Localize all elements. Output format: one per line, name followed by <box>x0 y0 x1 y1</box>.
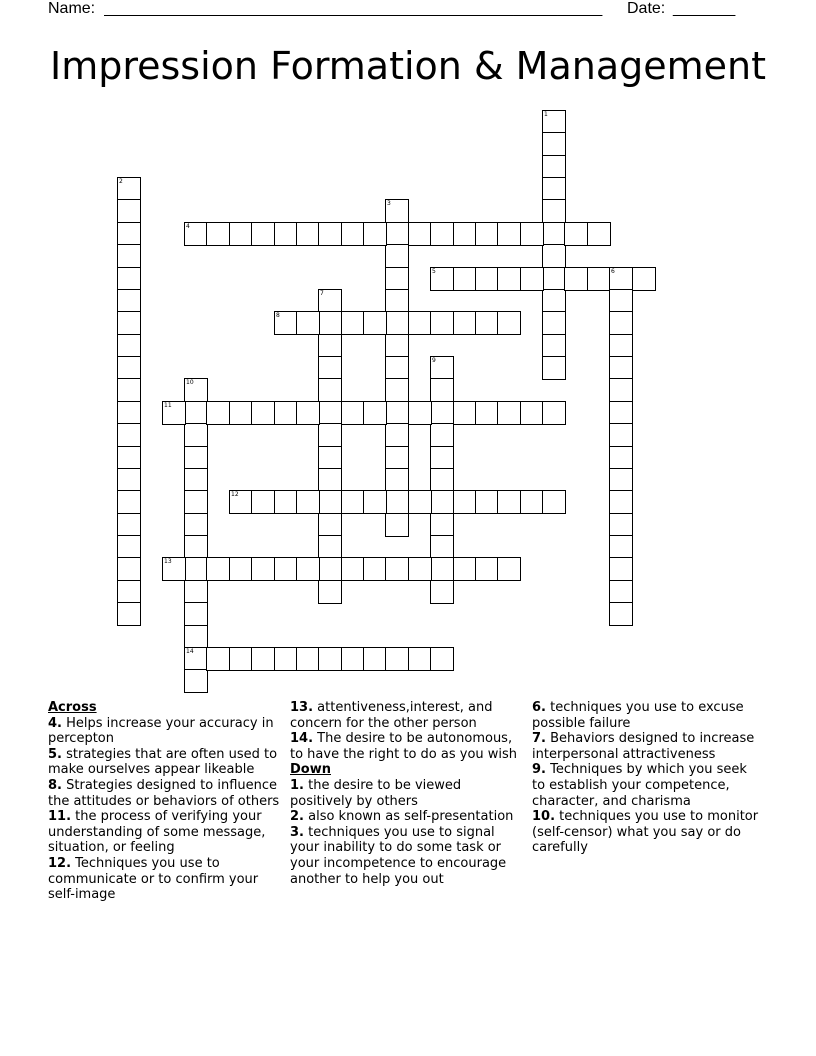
clue-across-8 <box>48 778 280 809</box>
grid-cell[interactable] <box>430 446 454 470</box>
clue-number: 7. <box>532 731 546 747</box>
grid-cell[interactable] <box>542 334 566 358</box>
grid-cell[interactable] <box>184 513 208 537</box>
clue-number-label: 1 <box>544 111 548 118</box>
grid-cell[interactable] <box>520 222 544 246</box>
grid-cell[interactable] <box>184 602 208 626</box>
grid-cell[interactable] <box>542 110 566 134</box>
grid-cell[interactable] <box>117 602 141 626</box>
grid-cell[interactable] <box>117 468 141 492</box>
grid-cell[interactable] <box>318 490 342 514</box>
clue-number: 13. <box>290 700 314 715</box>
clue-number: 8. <box>48 777 62 793</box>
grid-cell[interactable] <box>430 647 454 671</box>
grid-cell[interactable] <box>430 535 454 559</box>
grid-cell[interactable] <box>363 647 387 671</box>
grid-cell[interactable] <box>542 267 566 291</box>
clue-number-label: 4 <box>186 223 190 230</box>
clue-across-14 <box>290 731 522 762</box>
grid-cell[interactable] <box>117 446 141 470</box>
grid-cell[interactable] <box>609 580 633 604</box>
grid-cell[interactable] <box>229 557 253 581</box>
grid-cell[interactable] <box>296 557 320 581</box>
grid-cell[interactable] <box>385 334 409 358</box>
grid-cell[interactable] <box>274 647 298 671</box>
grid-cell[interactable] <box>385 222 409 246</box>
grid-cell[interactable] <box>229 647 253 671</box>
clue-down-1 <box>290 778 522 809</box>
grid-cell[interactable] <box>385 490 409 514</box>
grid-cell[interactable] <box>385 267 409 291</box>
grid-cell[interactable] <box>341 557 365 581</box>
grid-cell[interactable] <box>318 468 342 492</box>
grid-cell[interactable] <box>609 557 633 581</box>
grid-cell[interactable] <box>117 378 141 402</box>
grid-cell[interactable] <box>430 378 454 402</box>
grid-cell[interactable] <box>184 647 208 671</box>
grid-cell[interactable] <box>318 557 342 581</box>
grid-cell[interactable] <box>318 222 342 246</box>
clue-text: Techniques by which you seek to establish your competence, character, and charisma <box>532 762 747 809</box>
grid-cell[interactable] <box>587 267 611 291</box>
clue-number: 4. <box>48 715 62 731</box>
grid-cell[interactable] <box>385 513 409 537</box>
grid-cell[interactable] <box>117 222 141 246</box>
clue-number: 9. <box>532 762 546 778</box>
grid-cell[interactable] <box>609 401 633 425</box>
grid-cell[interactable] <box>542 132 566 156</box>
grid-cell[interactable] <box>318 289 342 313</box>
clue-down-6 <box>532 700 764 731</box>
clue-number-label: 6 <box>611 268 615 275</box>
clue-number: 3. <box>290 824 304 840</box>
grid-cell[interactable] <box>318 401 342 425</box>
clue-text: techniques you use to signal your inability to do some task or your incompetence to encourage another to help you out <box>290 824 507 887</box>
clue-number-label: 8 <box>276 312 280 319</box>
clue-down-7 <box>532 731 764 762</box>
grid-cell[interactable] <box>542 177 566 201</box>
grid-cell[interactable] <box>363 222 387 246</box>
grid-cell[interactable] <box>318 513 342 537</box>
grid-cell[interactable] <box>117 311 141 335</box>
grid-cell[interactable] <box>430 401 454 425</box>
grid-cell[interactable] <box>542 490 566 514</box>
name-label: Name: <box>48 0 96 17</box>
grid-cell[interactable] <box>497 222 521 246</box>
grid-cell[interactable] <box>318 580 342 604</box>
grid-cell[interactable] <box>184 378 208 402</box>
grid-cell[interactable] <box>609 289 633 313</box>
grid-cell[interactable] <box>430 513 454 537</box>
clue-text: the desire to be viewed positively by others <box>290 777 462 809</box>
grid-cell[interactable] <box>587 222 611 246</box>
grid-cell[interactable] <box>385 423 409 447</box>
grid-cell[interactable] <box>453 557 477 581</box>
grid-cell[interactable] <box>520 267 544 291</box>
grid-cell[interactable] <box>318 446 342 470</box>
grid-cell[interactable] <box>363 557 387 581</box>
grid-cell[interactable] <box>609 602 633 626</box>
grid-cell[interactable] <box>385 468 409 492</box>
grid-cell[interactable] <box>341 222 365 246</box>
grid-cell[interactable] <box>609 334 633 358</box>
grid-cell[interactable] <box>497 267 521 291</box>
grid-cell[interactable] <box>430 356 454 380</box>
clue-number-label: 10 <box>186 379 194 386</box>
across-heading: Across <box>48 700 97 715</box>
grid-cell[interactable] <box>520 401 544 425</box>
clues-column-left <box>48 700 280 903</box>
clue-down-2 <box>290 809 522 825</box>
clue-down-10 <box>532 809 764 856</box>
clue-number: 5. <box>48 746 62 762</box>
clue-text: Strategies designed to influence the attitudes or behaviors of others <box>48 777 280 809</box>
clue-number-label: 11 <box>164 402 172 409</box>
grid-cell[interactable] <box>274 222 298 246</box>
grid-cell[interactable] <box>520 490 544 514</box>
grid-cell[interactable] <box>497 311 521 335</box>
clues-column-middle <box>290 700 522 887</box>
grid-cell[interactable] <box>497 490 521 514</box>
clue-number-label: 2 <box>119 178 123 185</box>
grid-cell[interactable] <box>564 267 588 291</box>
clue-down-3 <box>290 825 522 887</box>
grid-cell[interactable] <box>475 311 499 335</box>
grid-cell[interactable] <box>341 311 365 335</box>
grid-cell[interactable] <box>408 311 432 335</box>
grid-cell[interactable] <box>341 490 365 514</box>
grid-cell[interactable] <box>117 267 141 291</box>
grid-cell[interactable] <box>117 289 141 313</box>
grid-cell[interactable] <box>251 647 275 671</box>
grid-cell[interactable] <box>251 401 275 425</box>
clue-number: 11. <box>48 809 72 825</box>
grid-cell[interactable] <box>341 401 365 425</box>
clue-number-label: 3 <box>387 200 391 207</box>
down-heading: Down <box>290 762 331 778</box>
grid-cell[interactable] <box>430 580 454 604</box>
grid-cell[interactable] <box>318 535 342 559</box>
clue-number-label: 14 <box>186 648 194 655</box>
grid-cell[interactable] <box>408 401 432 425</box>
grid-cell[interactable] <box>542 311 566 335</box>
grid-cell[interactable] <box>542 244 566 268</box>
grid-cell[interactable] <box>385 647 409 671</box>
grid-cell[interactable] <box>430 490 454 514</box>
grid-cell[interactable] <box>117 423 141 447</box>
grid-cell[interactable] <box>206 647 230 671</box>
grid-cell[interactable] <box>475 267 499 291</box>
grid-cell[interactable] <box>408 490 432 514</box>
grid-cell[interactable] <box>318 334 342 358</box>
grid-cell[interactable] <box>296 647 320 671</box>
grid-cell[interactable] <box>564 222 588 246</box>
grid-cell[interactable] <box>296 490 320 514</box>
grid-cell[interactable] <box>385 289 409 313</box>
clue-across-4 <box>48 716 280 747</box>
grid-cell[interactable] <box>206 401 230 425</box>
grid-cell[interactable] <box>229 222 253 246</box>
page-title: Impression Formation & Management <box>50 44 766 88</box>
grid-cell[interactable] <box>274 490 298 514</box>
grid-cell[interactable] <box>318 356 342 380</box>
clue-number-label: 5 <box>432 268 436 275</box>
grid-cell[interactable] <box>609 356 633 380</box>
clue-text: also known as self-presentation <box>308 809 514 825</box>
grid-cell[interactable] <box>206 557 230 581</box>
clue-number: 10. <box>532 809 556 825</box>
grid-cell[interactable] <box>341 647 365 671</box>
clue-across-5 <box>48 747 280 778</box>
grid-cell[interactable] <box>251 557 275 581</box>
grid-cell[interactable] <box>363 401 387 425</box>
grid-cell[interactable] <box>162 557 186 581</box>
grid-cell[interactable] <box>184 401 208 425</box>
grid-cell[interactable] <box>318 311 342 335</box>
grid-cell[interactable] <box>609 378 633 402</box>
grid-cell[interactable] <box>430 267 454 291</box>
grid-cell[interactable] <box>430 222 454 246</box>
grid-cell[interactable] <box>609 423 633 447</box>
grid-cell[interactable] <box>117 177 141 201</box>
grid-cell[interactable] <box>609 513 633 537</box>
clue-number: 6. <box>532 700 546 715</box>
grid-cell[interactable] <box>184 468 208 492</box>
grid-cell[interactable] <box>609 446 633 470</box>
grid-cell[interactable] <box>609 535 633 559</box>
clue-number: 2. <box>290 809 304 825</box>
grid-cell[interactable] <box>296 401 320 425</box>
clue-text: The desire to be autonomous, to have the right to do as you wish <box>290 731 518 762</box>
grid-cell[interactable] <box>385 446 409 470</box>
clue-number: 1. <box>290 777 304 793</box>
grid-cell[interactable] <box>184 535 208 559</box>
grid-cell[interactable] <box>117 535 141 559</box>
grid-cell[interactable] <box>385 244 409 268</box>
grid-cell[interactable] <box>184 423 208 447</box>
grid-cell[interactable] <box>229 401 253 425</box>
grid-cell[interactable] <box>408 222 432 246</box>
grid-cell[interactable] <box>229 490 253 514</box>
grid-cell[interactable] <box>117 199 141 223</box>
date-line: _______ <box>673 0 736 17</box>
clue-down-9 <box>532 762 764 809</box>
grid-cell[interactable] <box>430 468 454 492</box>
grid-cell[interactable] <box>430 423 454 447</box>
grid-cell[interactable] <box>497 557 521 581</box>
clue-across-13 <box>290 700 522 731</box>
grid-cell[interactable] <box>632 267 656 291</box>
grid-cell[interactable] <box>609 468 633 492</box>
clue-text: strategies that are often used to make ourselves appear likeable <box>48 746 278 778</box>
grid-cell[interactable] <box>430 557 454 581</box>
grid-cell[interactable] <box>385 311 409 335</box>
grid-cell[interactable] <box>274 401 298 425</box>
clue-text: attentiveness,interest, and concern for the other person <box>290 700 493 731</box>
grid-cell[interactable] <box>385 378 409 402</box>
clue-number-label: 13 <box>164 558 172 565</box>
grid-cell[interactable] <box>475 401 499 425</box>
grid-cell[interactable] <box>497 401 521 425</box>
grid-cell[interactable] <box>117 580 141 604</box>
grid-cell[interactable] <box>385 199 409 223</box>
grid-cell[interactable] <box>609 311 633 335</box>
grid-cell[interactable] <box>117 513 141 537</box>
grid-cell[interactable] <box>251 222 275 246</box>
grid-cell[interactable] <box>206 222 230 246</box>
grid-cell[interactable] <box>184 625 208 649</box>
grid-cell[interactable] <box>184 222 208 246</box>
grid-cell[interactable] <box>184 446 208 470</box>
grid-cell[interactable] <box>542 401 566 425</box>
grid-cell[interactable] <box>453 311 477 335</box>
date-label: Date: <box>627 0 666 17</box>
grid-cell[interactable] <box>475 490 499 514</box>
grid-cell[interactable] <box>542 356 566 380</box>
grid-cell[interactable] <box>542 199 566 223</box>
grid-cell[interactable] <box>609 490 633 514</box>
grid-cell[interactable] <box>117 244 141 268</box>
grid-cell[interactable] <box>117 334 141 358</box>
clue-number: 12. <box>48 855 72 871</box>
grid-cell[interactable] <box>453 401 477 425</box>
clue-number-label: 9 <box>432 357 436 364</box>
clue-text: Helps increase your accuracy in percepton <box>48 715 274 747</box>
grid-cell[interactable] <box>385 401 409 425</box>
clue-across-11 <box>48 809 280 856</box>
clue-text: the process of verifying your understanding of some message, situation, or feeling <box>48 809 266 856</box>
clue-number: 14. <box>290 731 314 747</box>
grid-cell[interactable] <box>184 557 208 581</box>
grid-cell[interactable] <box>318 378 342 402</box>
grid-cell[interactable] <box>408 557 432 581</box>
grid-cell[interactable] <box>117 490 141 514</box>
grid-cell[interactable] <box>184 580 208 604</box>
grid-cell[interactable] <box>296 222 320 246</box>
grid-cell[interactable] <box>475 222 499 246</box>
grid-cell[interactable] <box>430 311 454 335</box>
grid-cell[interactable] <box>542 222 566 246</box>
grid-cell[interactable] <box>184 669 208 693</box>
grid-cell[interactable] <box>385 557 409 581</box>
name-line: ________________________________________________________ <box>104 0 603 17</box>
clue-across-12 <box>48 856 280 903</box>
grid-cell[interactable] <box>184 490 208 514</box>
grid-cell[interactable] <box>385 356 409 380</box>
grid-cell[interactable] <box>453 267 477 291</box>
grid-cell[interactable] <box>542 155 566 179</box>
grid-cell[interactable] <box>162 401 186 425</box>
grid-cell[interactable] <box>453 490 477 514</box>
grid-cell[interactable] <box>453 222 477 246</box>
grid-cell[interactable] <box>408 647 432 671</box>
grid-cell[interactable] <box>117 557 141 581</box>
grid-cell[interactable] <box>117 401 141 425</box>
clue-text: Techniques you use to communicate or to confirm your self-image <box>48 855 259 903</box>
grid-cell[interactable] <box>363 311 387 335</box>
grid-cell[interactable] <box>318 647 342 671</box>
grid-cell[interactable] <box>542 289 566 313</box>
clue-number-label: 7 <box>320 290 324 297</box>
grid-cell[interactable] <box>117 356 141 380</box>
clue-text: techniques you use to monitor (self-censor) what you say or do carefully <box>532 809 759 856</box>
grid-cell[interactable] <box>475 557 499 581</box>
grid-cell[interactable] <box>251 490 275 514</box>
grid-cell[interactable] <box>274 557 298 581</box>
clue-number-label: 12 <box>231 491 239 498</box>
grid-cell[interactable] <box>296 311 320 335</box>
grid-cell[interactable] <box>274 311 298 335</box>
grid-cell[interactable] <box>609 267 633 291</box>
clue-text: techniques you use to excuse possible failure <box>532 700 744 731</box>
clues-column-right <box>532 700 764 856</box>
grid-cell[interactable] <box>363 490 387 514</box>
grid-cell[interactable] <box>318 423 342 447</box>
clue-text: Behaviors designed to increase interpersonal attractiveness <box>532 731 755 762</box>
